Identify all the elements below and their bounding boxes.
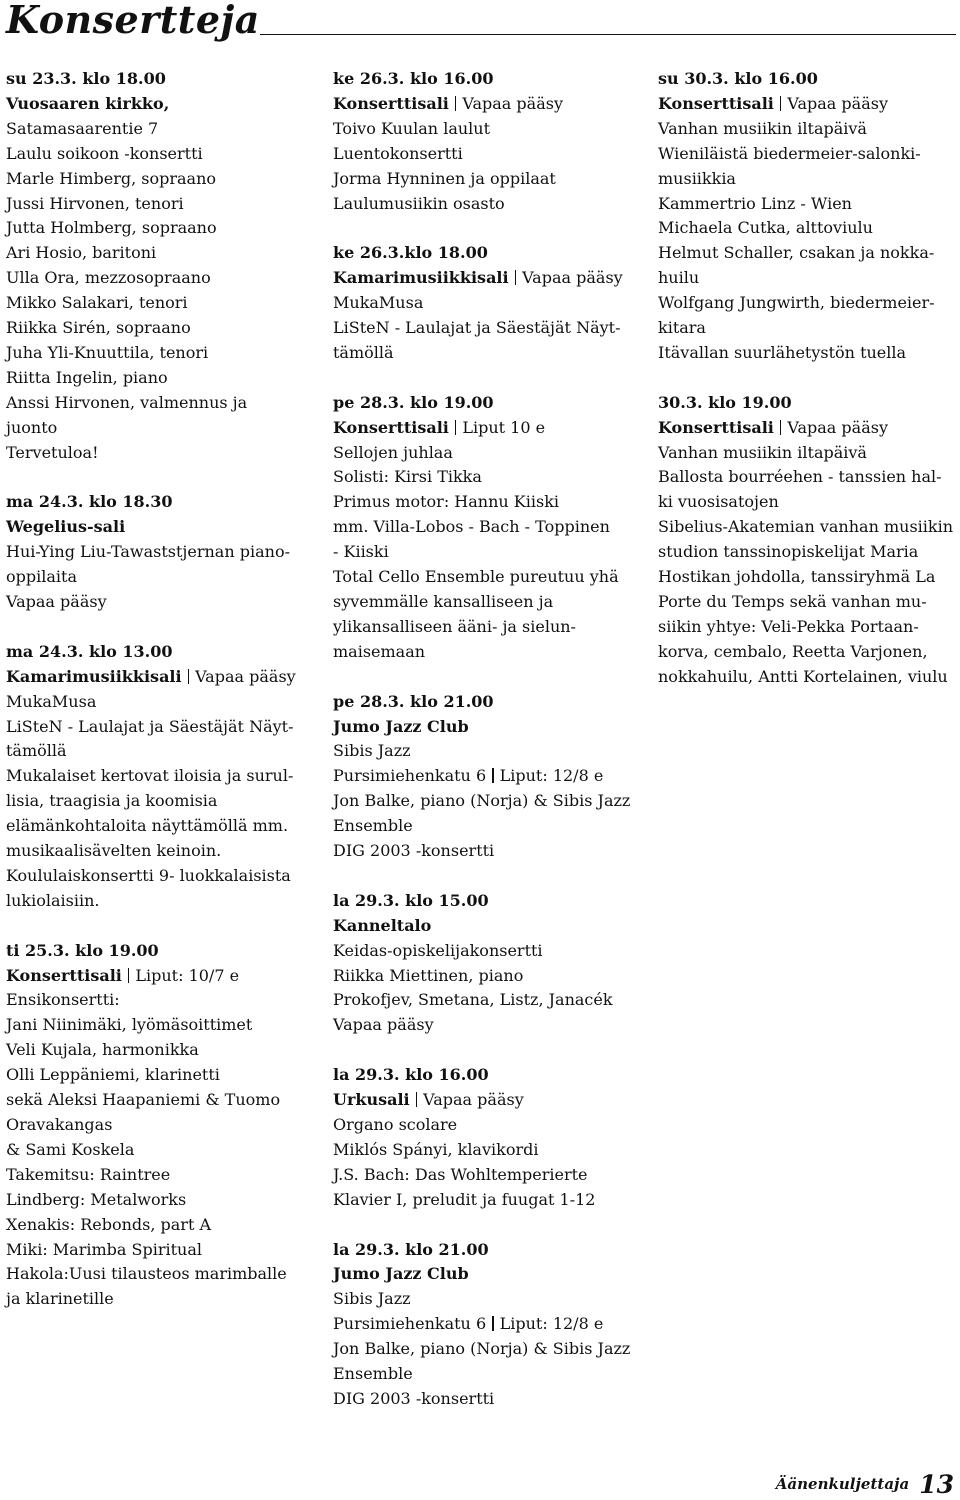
separator-bar (455, 420, 457, 435)
line-text: Ensikonsertti: (6, 990, 120, 1010)
line-text: Solisti: Kirsi Tikka (333, 467, 482, 487)
concert-date (333, 391, 635, 416)
concert-line (6, 864, 308, 889)
line-text: LiSteN - Laulajat ja Säestäjät Näyt- (333, 318, 621, 338)
concert-line (333, 167, 635, 192)
column-2 (333, 67, 635, 1437)
concert-line (658, 92, 958, 117)
line-text: Sibis Jazz (333, 1289, 411, 1309)
line-text: juonto (6, 417, 58, 437)
concert-line (658, 640, 958, 665)
separator-bar (188, 669, 190, 684)
concert-line (6, 889, 308, 914)
line-text: LiSteN - Laulajat ja Säestäjät Näyt- (6, 716, 294, 736)
line-text: ma 24.3. klo 18.30 (6, 492, 173, 512)
concert-line (333, 814, 635, 839)
line-text-after: Liput: 10/7 e (135, 965, 240, 985)
concert-line (333, 1312, 635, 1337)
line-text: la 29.3. klo 16.00 (333, 1065, 489, 1085)
line-text: Marle Himberg, sopraano (6, 168, 217, 188)
line-text: Laulu soikoon -konsertti (6, 143, 203, 163)
concert-line (658, 540, 958, 565)
concert-line (6, 241, 308, 266)
line-text: pe 28.3. klo 19.00 (333, 392, 494, 412)
concert-line (333, 565, 635, 590)
line-text: pe 28.3. klo 21.00 (333, 691, 494, 711)
concert-date (333, 1238, 635, 1263)
concert-entry (333, 1238, 635, 1412)
concert-date (333, 67, 635, 92)
line-text: Klavier I, preludit ja fuugat 1-12 (333, 1189, 596, 1209)
line-text-after: Vapaa pääsy (787, 417, 888, 437)
concert-line (6, 764, 308, 789)
concert-line (333, 739, 635, 764)
line-text: ki vuosisatojen (658, 492, 779, 512)
concert-line (333, 465, 635, 490)
line-text: DIG 2003 -konsertti (333, 1388, 495, 1408)
line-text: Toivo Kuulan laulut (333, 118, 491, 138)
concert-line (333, 764, 635, 789)
line-text: lukiolaisiin. (6, 890, 100, 910)
line-text-after: Vapaa pääsy (423, 1090, 524, 1110)
concert-line (333, 266, 635, 291)
concert-line (6, 715, 308, 740)
line-text: Riitta Ingelin, piano (6, 367, 168, 387)
concert-entry (333, 67, 635, 216)
line-text: Jani Niinimäki, lyömäsoittimet (6, 1015, 253, 1035)
line-text: huilu (658, 268, 700, 288)
line-text: Prokofjev, Smetana, Listz, Janacék (333, 990, 613, 1010)
concert-line (6, 1013, 308, 1038)
line-text: Riikka Sirén, sopraano (6, 318, 191, 338)
concert-line (6, 988, 308, 1013)
page-header (6, 0, 956, 44)
line-text: Oravakangas (6, 1115, 113, 1135)
line-text: nokkahuilu, Antti Kortelainen, viulu (658, 666, 948, 686)
line-text: Porte du Temps sekä vanhan mu- (658, 592, 927, 612)
page-footer (776, 1470, 954, 1500)
concert-line (6, 1188, 308, 1213)
line-text: Veli Kujala, harmonikka (6, 1040, 199, 1060)
line-text: Wolfgang Jungwirth, biedermeier- (658, 293, 935, 313)
concert-line (6, 590, 308, 615)
line-text: Ulla Ora, mezzosopraano (6, 268, 211, 288)
line-text: Vuosaaren kirkko, (6, 93, 170, 113)
line-text: DIG 2003 -konsertti (333, 841, 495, 861)
line-text: Luentokonsertti (333, 143, 463, 163)
concert-line (658, 515, 958, 540)
concert-line (6, 117, 308, 142)
concert-line (658, 291, 958, 316)
line-text: Vapaa pääsy (333, 1015, 434, 1035)
concert-line (6, 391, 308, 416)
concert-line (658, 117, 958, 142)
concert-date (333, 1063, 635, 1088)
line-text: Jutta Holmberg, sopraano (6, 218, 217, 238)
separator-bar (515, 270, 517, 285)
line-text: tämöllä (6, 741, 67, 761)
line-text: Primus motor: Hannu Kiiski (333, 492, 559, 512)
line-text: Jussi Hirvonen, tenori (6, 193, 184, 213)
line-text: Sibis Jazz (333, 741, 411, 761)
concert-line (6, 1238, 308, 1263)
concert-line (6, 92, 308, 117)
line-text: Kanneltalo (333, 915, 432, 935)
concert-entry (6, 939, 308, 1313)
line-text: su 30.3. klo 16.00 (658, 69, 818, 88)
concert-line (333, 416, 635, 441)
line-text: Jorma Hynninen ja oppilaat (333, 168, 556, 188)
publication-name: Äänenkuljettaja (775, 1475, 910, 1493)
line-text: korva, cembalo, Reetta Varjonen, (658, 641, 928, 661)
line-text-after: Liput: 12/8 e (499, 1314, 604, 1334)
line-text: maisemaan (333, 641, 426, 661)
line-text: Mukalaiset kertovat iloisia ja surul- (6, 766, 294, 786)
concert-entry (333, 391, 635, 665)
concert-entry (333, 1063, 635, 1212)
concert-line (6, 665, 308, 690)
line-text: Wieniläistä biedermeier-salonki- (658, 143, 921, 163)
concert-date (658, 391, 958, 416)
concert-line (333, 341, 635, 366)
concert-line (6, 789, 308, 814)
page-number: 13 (919, 1470, 954, 1499)
line-text: Pursimiehenkatu 6 (333, 1314, 487, 1334)
concert-line (6, 341, 308, 366)
line-text: Michaela Cutka, alttoviulu (658, 218, 873, 238)
concert-line (333, 1337, 635, 1362)
line-text: Konserttisali (658, 417, 774, 437)
concert-line (6, 1063, 308, 1088)
concert-line (333, 92, 635, 117)
line-text: syvemmälle kansalliseen ja (333, 592, 554, 611)
line-text: Helmut Schaller, csakan ja nokka- (658, 243, 935, 263)
line-text: Ari Hosio, baritoni (6, 243, 157, 263)
line-text: studion tanssinopiskelijat Maria (658, 542, 919, 562)
concert-line (333, 192, 635, 217)
concert-date (333, 241, 635, 266)
concert-date (6, 939, 308, 964)
concert-line (658, 416, 958, 441)
concert-line (333, 1088, 635, 1113)
separator-bar (455, 96, 457, 111)
concert-entry (6, 640, 308, 914)
line-text: 30.3. klo 19.00 (658, 392, 792, 412)
line-text: Keidas-opiskelijakonsertti (333, 940, 543, 960)
concert-entry (333, 241, 635, 366)
line-text: Miki: Marimba Spiritual (6, 1239, 202, 1259)
line-text: Konserttisali (658, 93, 774, 113)
line-text: Total Cello Ensemble pureutuu yhä (333, 567, 619, 587)
concert-line (6, 1113, 308, 1138)
title-rule (260, 34, 956, 35)
line-text: Jon Balke, piano (Norja) & Sibis Jazz (333, 791, 631, 811)
concert-line (6, 1262, 308, 1287)
concert-line (6, 515, 308, 540)
concert-entry (333, 690, 635, 864)
concert-line (6, 1163, 308, 1188)
concert-line (333, 316, 635, 341)
line-text-after: Vapaa pääsy (195, 666, 296, 686)
concert-line (6, 1287, 308, 1312)
concert-line (333, 540, 635, 565)
line-text: Riikka Miettinen, piano (333, 965, 524, 985)
concert-line (658, 490, 958, 515)
concert-line (6, 739, 308, 764)
line-text: Xenakis: Rebonds, part A (6, 1214, 212, 1234)
line-text: Organo scolare (333, 1114, 458, 1134)
concert-line (333, 914, 635, 939)
concert-line (6, 416, 308, 441)
line-text: Ensemble (333, 816, 413, 836)
concert-line (333, 1362, 635, 1387)
line-text: ti 25.3. klo 19.00 (6, 940, 159, 960)
concert-date (658, 67, 958, 92)
concert-line (333, 640, 635, 665)
line-text: Pursimiehenkatu 6 (333, 766, 487, 786)
concert-entry (6, 490, 308, 615)
concert-line (6, 266, 308, 291)
concert-line (658, 266, 958, 291)
line-text: MukaMusa (333, 293, 424, 313)
column-1 (6, 67, 308, 1337)
concert-line (658, 441, 958, 466)
column-3 (658, 67, 958, 715)
concert-date (6, 490, 308, 515)
line-text: Jon Balke, piano (Norja) & Sibis Jazz (333, 1339, 631, 1359)
line-text: Satamasaarentie 7 (6, 118, 159, 138)
concert-line (6, 690, 308, 715)
concert-line (333, 1188, 635, 1213)
concert-line (658, 241, 958, 266)
concert-line (658, 316, 958, 341)
concert-line (6, 192, 308, 217)
concert-line (658, 167, 958, 192)
concert-line (333, 291, 635, 316)
line-text: Laulumusiikin osasto (333, 193, 505, 213)
line-text: musikaalisävelten keinoin. (6, 841, 222, 861)
concert-line (333, 789, 635, 814)
line-text: lisia, traagisia ja koomisia (6, 791, 218, 811)
concert-line (6, 366, 308, 391)
line-text: kitara (658, 318, 706, 338)
concert-line (333, 1287, 635, 1312)
line-text: Konserttisali (333, 93, 449, 113)
concert-line (658, 565, 958, 590)
concert-line (6, 565, 308, 590)
concert-date (6, 640, 308, 665)
line-text-after: Liput 10 e (462, 417, 546, 437)
concert-line (658, 142, 958, 167)
concert-line (6, 441, 308, 466)
concert-line (333, 1138, 635, 1163)
line-text: & Sami Koskela (6, 1139, 135, 1159)
line-text: Sellojen juhlaa (333, 442, 453, 462)
line-text: Sibelius-Akatemian vanhan musiikin (658, 517, 954, 537)
concert-line (333, 590, 635, 615)
separator-bar (416, 1092, 418, 1107)
line-text: oppilaita (6, 567, 77, 587)
concert-line (6, 216, 308, 241)
line-text: Hostikan johdolla, tanssiryhmä La (658, 567, 936, 587)
line-text: sekä Aleksi Haapaniemi & Tuomo (6, 1090, 281, 1110)
concert-line (658, 615, 958, 640)
line-text: Kamarimusiikkisali (6, 666, 182, 686)
separator-bar (780, 420, 782, 435)
concert-line (658, 465, 958, 490)
line-text: J.S. Bach: Das Wohltemperierte (333, 1164, 588, 1184)
concert-line (333, 1262, 635, 1287)
concert-line (333, 1163, 635, 1188)
line-text: Juha Yli-Knuuttila, tenori (6, 342, 209, 362)
line-text: Vanhan musiikin iltapäivä (658, 118, 867, 138)
line-text: Hakola:Uusi tilausteos marimballe (6, 1264, 287, 1284)
line-text: Ensemble (333, 1364, 413, 1384)
line-text: - Kiiski (333, 542, 389, 562)
line-text: Vanhan musiikin iltapäivä (658, 442, 867, 462)
concert-line (658, 590, 958, 615)
concert-line (333, 117, 635, 142)
concert-date (333, 690, 635, 715)
concert-line (333, 1113, 635, 1138)
concert-line (333, 839, 635, 864)
line-text: Anssi Hirvonen, valmennus ja (6, 392, 248, 412)
separator-bar (492, 768, 494, 783)
line-text: ma 24.3. klo 13.00 (6, 641, 173, 661)
line-text: Wegelius-sali (6, 517, 126, 537)
line-text: Olli Leppäniemi, klarinetti (6, 1065, 220, 1085)
concert-line (333, 939, 635, 964)
line-text-after: Liput: 12/8 e (499, 766, 604, 786)
line-text: ylikansalliseen ääni- ja sielun- (333, 616, 576, 636)
line-text: tämöllä (333, 342, 394, 362)
concert-line (333, 964, 635, 989)
concert-line (333, 441, 635, 466)
concert-entry (6, 67, 308, 466)
concert-line (333, 615, 635, 640)
line-text: Konserttisali (333, 417, 449, 437)
line-text: ke 26.3.klo 18.00 (333, 243, 488, 263)
concert-line (658, 341, 958, 366)
concert-line (6, 142, 308, 167)
line-text: la 29.3. klo 21.00 (333, 1239, 489, 1259)
line-text: Takemitsu: Raintree (6, 1164, 171, 1184)
concert-line (6, 167, 308, 192)
concert-line (333, 515, 635, 540)
concert-line (333, 490, 635, 515)
line-text: Vapaa pääsy (6, 592, 107, 612)
concert-date (333, 889, 635, 914)
concert-line (6, 1213, 308, 1238)
line-text: Jumo Jazz Club (333, 716, 469, 736)
concert-line (6, 540, 308, 565)
concert-line (6, 1138, 308, 1163)
concert-line (6, 291, 308, 316)
line-text: Mikko Salakari, tenori (6, 293, 188, 313)
concert-line (333, 988, 635, 1013)
concert-line (6, 964, 308, 989)
line-text: siikin yhtye: Veli-Pekka Portaan- (658, 616, 919, 636)
concert-entry (333, 889, 635, 1038)
concert-line (6, 814, 308, 839)
page-title: Konsertteja (6, 0, 260, 42)
line-text: su 23.3. klo 18.00 (6, 69, 166, 88)
concert-line (6, 839, 308, 864)
concert-line (333, 142, 635, 167)
line-text: Itävallan suurlähetystön tuella (658, 342, 907, 362)
line-text: musiikkia (658, 168, 736, 188)
line-text-after: Vapaa pääsy (462, 93, 563, 113)
line-text: Lindberg: Metalworks (6, 1189, 187, 1209)
line-text: ke 26.3. klo 16.00 (333, 69, 494, 88)
concert-line (658, 192, 958, 217)
line-text: Jumo Jazz Club (333, 1264, 469, 1284)
concert-line (333, 715, 635, 740)
line-text: Kamarimusiikkisali (333, 268, 509, 288)
concert-line (6, 316, 308, 341)
line-text-after: Vapaa pääsy (787, 93, 888, 113)
line-text: Urkusali (333, 1090, 410, 1110)
line-text: MukaMusa (6, 691, 97, 711)
line-text: Koululaiskonsertti 9- luokkalaisista (6, 865, 291, 885)
concert-entry (658, 391, 958, 690)
concert-date (6, 67, 308, 92)
concert-line (6, 1088, 308, 1113)
concert-line (333, 1387, 635, 1412)
line-text: elämänkohtaloita näyttämöllä mm. (6, 816, 289, 836)
line-text: Tervetuloa! (6, 442, 99, 462)
concert-line (333, 1013, 635, 1038)
concert-line (658, 665, 958, 690)
line-text: ja klarinetille (6, 1289, 114, 1309)
separator-bar (780, 96, 782, 111)
concert-line (658, 216, 958, 241)
concert-line (6, 1038, 308, 1063)
line-text: Hui-Ying Liu-Tawaststjernan piano- (6, 542, 290, 562)
line-text-after: Vapaa pääsy (522, 268, 623, 288)
line-text: la 29.3. klo 15.00 (333, 890, 489, 910)
concert-entry (658, 67, 958, 366)
line-text: Konserttisali (6, 965, 122, 985)
line-text: Ballosta bourréehen - tanssien hal- (658, 467, 942, 487)
separator-bar (128, 968, 130, 983)
line-text: mm. Villa-Lobos - Bach - Toppinen (333, 517, 610, 537)
line-text: Kammertrio Linz - Wien (658, 193, 852, 213)
separator-bar (492, 1316, 494, 1331)
line-text: Miklós Spányi, klavikordi (333, 1139, 539, 1159)
